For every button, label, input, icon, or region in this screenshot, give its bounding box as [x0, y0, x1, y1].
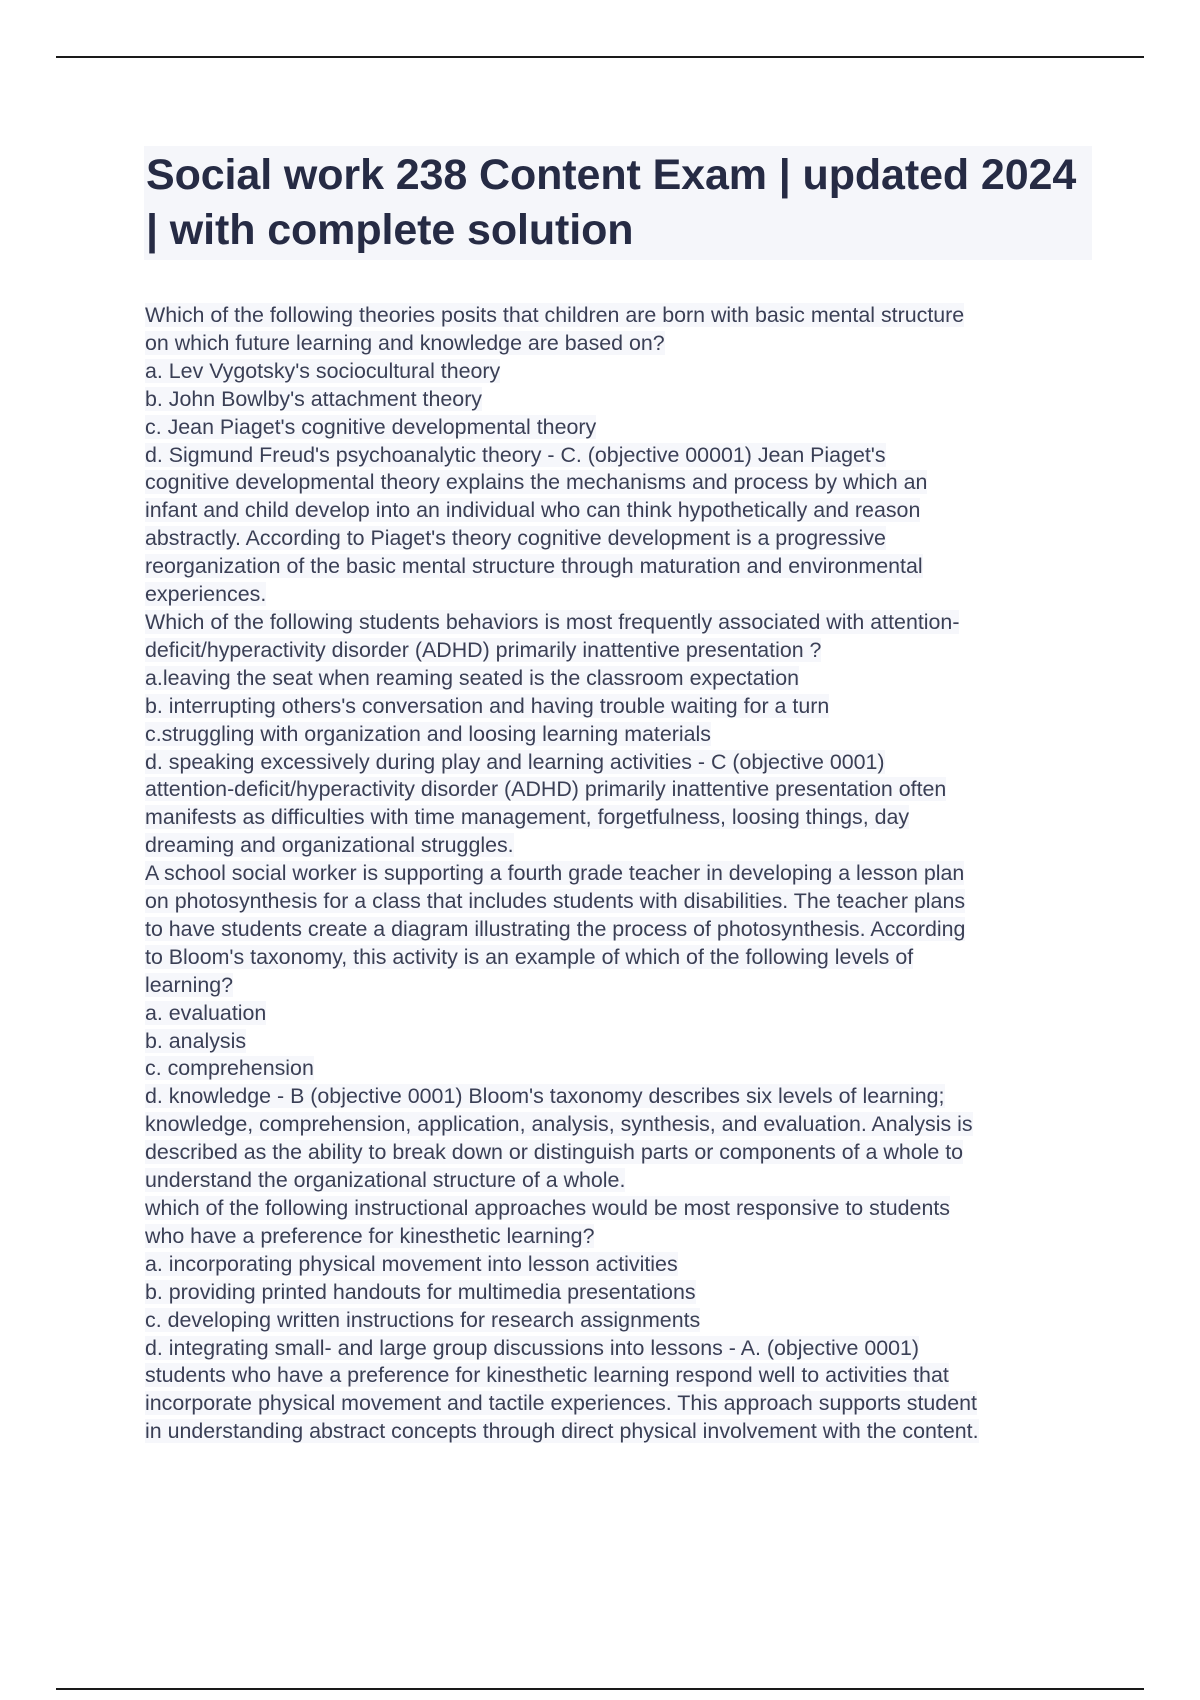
- text-line-content: b. providing printed handouts for multimedia presentations: [145, 1279, 696, 1304]
- text-line: [145, 944, 1095, 972]
- text-line-content: on which future learning and knowledge are based on?: [145, 330, 665, 355]
- text-line: [145, 804, 1095, 832]
- text-line-content: dreaming and organizational struggles.: [145, 833, 514, 858]
- text-line: [145, 749, 1095, 777]
- text-line-content: d. knowledge - B (objective 0001) Bloom's taxonomy describes six levels of learning;: [145, 1084, 945, 1109]
- page-title: Social work 238 Content Exam | updated 2024 | with complete solution: [146, 151, 1077, 254]
- text-line: [145, 1055, 1095, 1083]
- text-line: [145, 1195, 1095, 1223]
- text-line-content: to Bloom's taxonomy, this activity is an example of which of the following levels of: [145, 944, 914, 969]
- text-line-content: a. incorporating physical movement into lesson activities: [145, 1251, 678, 1276]
- text-line: [145, 776, 1095, 804]
- text-line: [145, 386, 1095, 414]
- text-line-content: manifests as difficulties with time management, forgetfulness, loosing things, day: [145, 805, 910, 830]
- text-line: [145, 330, 1095, 358]
- text-line-content: c. comprehension: [145, 1056, 314, 1081]
- text-line-content: incorporate physical movement and tactile experiences. This approach supports student: [145, 1391, 977, 1416]
- text-line: [145, 888, 1095, 916]
- text-line-content: to have students create a diagram illustrating the process of photosynthesis. According: [145, 916, 966, 941]
- text-line: [145, 414, 1095, 442]
- text-line: [145, 916, 1095, 944]
- text-line: [145, 665, 1095, 693]
- text-line-content: c. Jean Piaget's cognitive developmental theory: [145, 414, 597, 439]
- bottom-divider: [56, 1688, 1144, 1690]
- document-body: [145, 302, 1095, 1446]
- text-line-content: learning?: [145, 972, 234, 997]
- text-line: [145, 469, 1095, 497]
- text-line-content: students who have a preference for kinesthetic learning respond well to activities that: [145, 1363, 949, 1388]
- text-line-content: who have a preference for kinesthetic learning?: [145, 1223, 595, 1248]
- text-line: [145, 1000, 1095, 1028]
- text-line-content: described as the ability to break down or distinguish parts or components of a whole to: [145, 1140, 964, 1165]
- text-line: [145, 1279, 1095, 1307]
- text-line-content: experiences.: [145, 582, 267, 607]
- text-line-content: b. John Bowlby's attachment theory: [145, 386, 483, 411]
- text-line: [145, 832, 1095, 860]
- text-line: [145, 1028, 1095, 1056]
- text-line-content: a. evaluation: [145, 1000, 267, 1025]
- text-line-content: deficit/hyperactivity disorder (ADHD) primarily inattentive presentation ?: [145, 637, 822, 662]
- text-line-content: c.struggling with organization and loosing learning materials: [145, 721, 711, 746]
- text-line: [145, 525, 1095, 553]
- title-banner: [144, 146, 1092, 260]
- text-line: [145, 1418, 1095, 1446]
- text-line-content: c. developing written instructions for research assignments: [145, 1307, 701, 1332]
- text-line: [145, 693, 1095, 721]
- text-line-content: A school social worker is supporting a fourth grade teacher in developing a lesson plan: [145, 861, 965, 886]
- text-line-content: which of the following instructional approaches would be most responsive to students: [145, 1196, 950, 1220]
- text-line-content: attention-deficit/hyperactivity disorder (ADHD) primarily inattentive presentation often: [145, 777, 947, 802]
- text-line-content: knowledge, comprehension, application, analysis, synthesis, and evaluation. Analysis is: [145, 1112, 973, 1137]
- text-line-content: b. interrupting others's conversation and having trouble waiting for a turn: [145, 693, 830, 718]
- text-line-content: understand the organizational structure of a whole.: [145, 1168, 626, 1193]
- text-line: [145, 1251, 1095, 1279]
- text-line: [145, 1167, 1095, 1195]
- text-line: [145, 1139, 1095, 1167]
- text-line: [145, 581, 1095, 609]
- text-line: [145, 860, 1095, 888]
- text-line-content: a. Lev Vygotsky's sociocultural theory: [145, 358, 501, 383]
- text-line-content: abstractly. According to Piaget's theory cognitive development is a progressive: [145, 526, 886, 551]
- text-line: [145, 1362, 1095, 1390]
- text-line-content: b. analysis: [145, 1028, 247, 1053]
- text-line: [145, 972, 1095, 1000]
- text-line: [145, 1111, 1095, 1139]
- text-line-content: on photosynthesis for a class that includes students with disabilities. The teacher plans: [145, 889, 966, 914]
- text-line: [145, 721, 1095, 749]
- text-line-content: d. integrating small- and large group discussions into lessons - A. (objective 0001): [145, 1335, 920, 1360]
- text-line-content: infant and child develop into an individual who can think hypothetically and reason: [145, 498, 921, 523]
- text-line-content: d. speaking excessively during play and learning activities - C (objective 0001): [145, 749, 885, 774]
- text-line: [145, 609, 1095, 637]
- text-line: [145, 1223, 1095, 1251]
- text-line-content: in understanding abstract concepts through direct physical involvement with the content.: [145, 1419, 979, 1444]
- text-line: [145, 553, 1095, 581]
- text-line: [145, 1390, 1095, 1418]
- top-divider: [56, 56, 1144, 58]
- text-line: [145, 442, 1095, 470]
- text-line: [145, 1307, 1095, 1335]
- text-line-content: cognitive developmental theory explains the mechanisms and process by which an: [145, 470, 928, 495]
- text-line: [145, 1083, 1095, 1111]
- text-line: [145, 497, 1095, 525]
- text-line-content: Which of the following theories posits that children are born with basic mental structure: [145, 303, 965, 327]
- text-line: [145, 358, 1095, 386]
- text-line-content: d. Sigmund Freud's psychoanalytic theory - C. (objective 00001) Jean Piaget's: [145, 442, 886, 467]
- text-line-content: reorganization of the basic mental structure through maturation and environmental: [145, 554, 923, 579]
- text-line: [145, 1335, 1095, 1363]
- text-line-content: Which of the following students behaviors is most frequently associated with attention-: [145, 609, 960, 634]
- text-line: [145, 302, 1095, 330]
- text-line-content: a.leaving the seat when reaming seated is the classroom expectation: [145, 665, 799, 690]
- text-line: [145, 637, 1095, 665]
